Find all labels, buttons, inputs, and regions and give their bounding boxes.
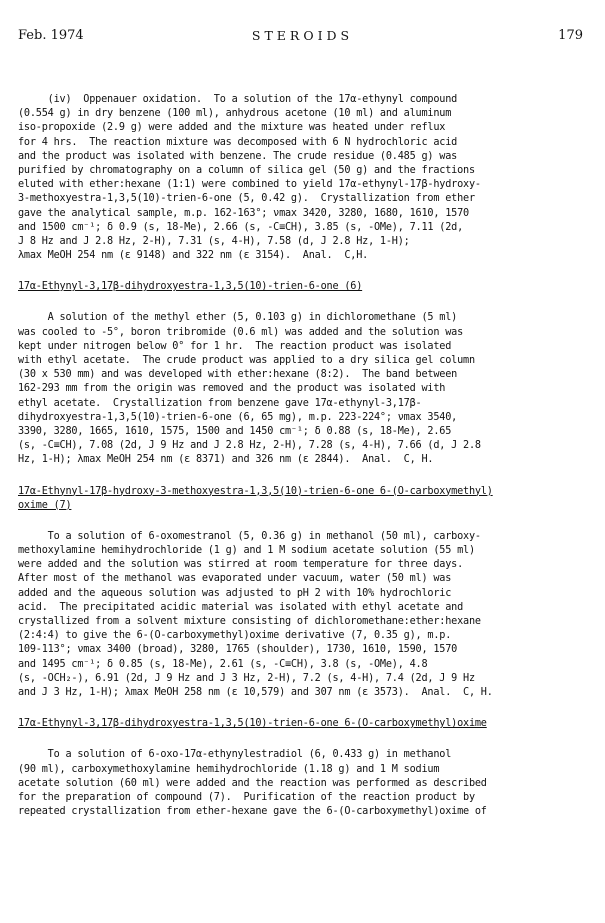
text-line: was cooled to -5°, boron tribromide (0.6 ml) was added and the solution was [18,326,464,338]
block-gap [18,263,598,280]
text-line: To a solution of 6-oxo-17α-ethynylestradiol (6, 0.433 g) in methanol [18,749,452,761]
text-line: crystallized from a solvent mixture consisting of dichloromethane:ether:hexane [18,616,481,627]
text-line: (iv) Oppenauer oxidation. To a solution of the 17α-ethynyl compound [18,94,458,105]
article-body [18,93,598,819]
text-line: (0.554 g) in dry benzene (100 ml), anhydrous acetone (10 ml) and aluminum [18,108,452,120]
text-line: added and the aqueous solution was adjusted to pH 2 with 10% hydrochloric [18,587,452,599]
header-journal-name: STEROIDS [251,28,354,43]
paragraph [18,530,598,700]
text-line: 162-293 mm from the origin was removed and the product was isolated with [18,383,446,395]
block-gap [18,513,598,530]
text-line: 109-113°; νmax 3400 (broad), 3280, 1765 (shoulder), 1730, 1610, 1590, 1570 [18,644,458,656]
text-line: J 8 Hz and J 2.8 Hz, 2-H), 7.31 (s, 4-H), 7.58 (d, J 2.8 Hz, 1-H); [18,235,410,247]
text-line: (90 ml), carboxymethoxylamine hemihydrochloride (1.18 g) and 1 M sodium [18,763,440,775]
text-line: (30 x 530 mm) and was developed with ether:hexane (8:2). The band between [18,369,458,381]
text-line: eluted with ether:hexane (1:1) were combined to yield 17α-ethynyl-17β-hydroxy- [18,179,481,191]
section-heading [18,280,598,294]
text-line: 3390, 3280, 1665, 1610, 1575, 1500 and 1450 cm⁻¹; δ 0.88 (s, 18-Me), 2.65 [18,425,452,437]
heading-line: 17α-Ethynyl-3,17β-dihydroxyestra-1,3,5(10)-trien-6-one 6-(O-carboxymethyl)oxime [18,718,487,730]
block-gap [18,731,598,748]
text-line: (2:4:4) to give the 6-(O-carboxymethyl)oxime derivative (7, 0.35 g), m.p. [18,630,452,642]
text-line: λmax MeOH 254 nm (ε 9148) and 322 nm (ε 3154). Anal. C,H. [18,250,369,262]
text-line: gave the analytical sample, m.p. 162-163°; νmax 3420, 3280, 1680, 1610, 1570 [18,207,469,219]
block-gap [18,294,598,311]
text-line: and 1495 cm⁻¹; δ 0.85 (s, 18-Me), 2.61 (s, -C≡CH), 3.8 (s, -OMe), 4.8 [18,658,428,670]
text-line: for 4 hrs. The reaction mixture was decomposed with 6 N hydrochloric acid [18,136,458,148]
text-line: ethyl acetate. Crystallization from benzene gave 17α-ethynyl-3,17β- [18,397,422,409]
paragraph [18,748,598,819]
text-line: purified by chromatography on a column of silica gel (50 g) and the fractions [18,164,475,176]
header-page-number: 179 [558,28,583,43]
text-line: (s, -OCH₂-), 6.91 (2d, J 9 Hz and J 3 Hz, 2-H), 7.2 (s, 4-H), 7.4 (2d, J 9 Hz [18,672,475,684]
text-line: were added and the solution was stirred at room temperature for three days. [18,559,464,571]
text-line: with ethyl acetate. The crude product was applied to a dry silica gel column [18,355,475,366]
section-heading [18,485,598,513]
text-line: To a solution of 6-oxomestranol (5, 0.36 g) in methanol (50 ml), carboxy- [18,530,481,542]
text-line: (s, -C≡CH), 7.08 (2d, J 9 Hz and J 2.8 Hz, 2-H), 7.28 (s, 4-H), 7.66 (d, J 2.8 [18,440,481,452]
text-line: and 1500 cm⁻¹; δ 0.9 (s, 18-Me), 2.66 (s, -C≡CH), 3.85 (s, -OMe), 7.11 (2d, [18,221,464,233]
text-line: and J 3 Hz, 1-H); λmax MeOH 258 nm (ε 10,579) and 307 nm (ε 3573). Anal. C, H. [18,686,493,698]
heading-line: 17α-Ethynyl-3,17β-dihydroxyestra-1,3,5(10)-trien-6-one (6) [18,281,363,293]
paragraph [18,93,598,263]
text-line: for the preparation of compound (7). Purification of the reaction product by [18,791,475,803]
text-line: dihydroxyestra-1,3,5(10)-trien-6-one (6, 65 mg), m.p. 223-224°; νmax 3540, [18,411,458,423]
text-line: methoxylamine hemihydrochloride (1 g) and 1 M sodium acetate solution (55 ml) [18,545,475,557]
text-line: A solution of the methyl ether (5, 0.103 g) in dichloromethane (5 ml) [18,312,458,324]
text-line: 3-methoxyestra-1,3,5(10)-trien-6-one (5, 0.42 g). Crystallization from ether [18,193,475,205]
text-line: kept under nitrogen below 0° for 1 hr. The reaction product was isolated [18,340,452,352]
heading-line: oxime (7) [18,499,72,511]
header-date: Feb. 1974 [18,28,84,43]
heading-line: 17α-Ethynyl-17β-hydroxy-3-methoxyestra-1,3,5(10)-trien-6-one 6-(O-carboxymethyl) [18,485,493,497]
block-gap [18,468,598,485]
text-line: iso-propoxide (2.9 g) were added and the mixture was heated under reflux [18,122,446,134]
section-heading [18,717,598,731]
text-line: acetate solution (60 ml) were added and the reaction was performed as described [18,777,487,789]
text-line: acid. The precipitated acidic material was isolated with ethyl acetate and [18,601,464,613]
text-line: repeated crystallization from ether-hexane gave the 6-(O-carboxymethyl)oxime of [18,806,487,818]
paragraph [18,311,598,467]
text-line: After most of the methanol was evaporated under vacuum, water (50 ml) was [18,573,452,585]
text-line: and the product was isolated with benzene. The crude residue (0.485 g) was [18,150,458,162]
text-line: Hz, 1-H); λmax MeOH 254 nm (ε 8371) and 326 nm (ε 2844). Anal. C, H. [18,454,434,466]
block-gap [18,700,598,717]
